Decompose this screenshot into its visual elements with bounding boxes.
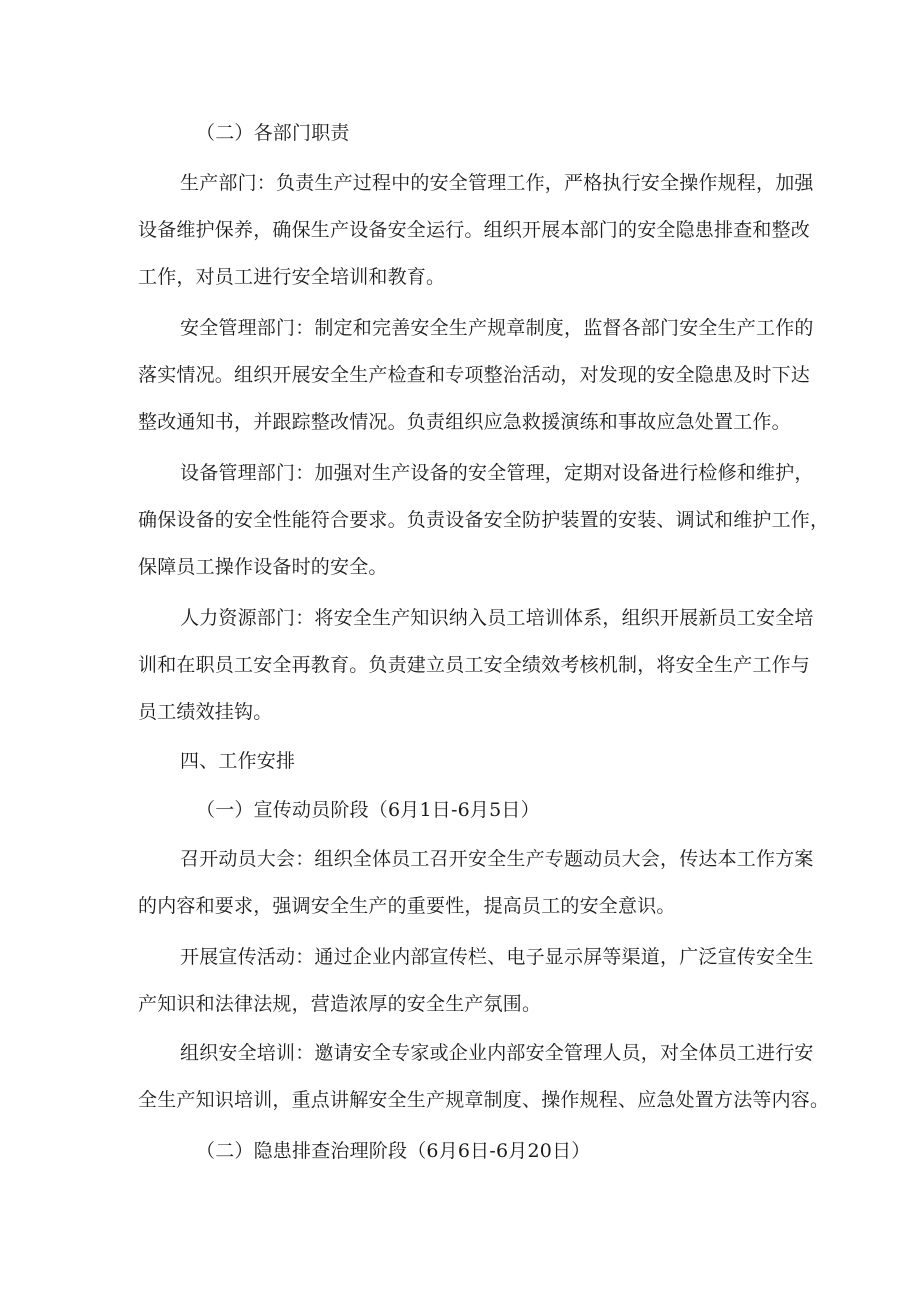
paragraph-line: 整改通知书，并跟踪整改情况。负责组织应急救援演练和事故应急处置工作。 (138, 411, 791, 433)
paragraph-line: 生产部门：负责生产过程中的安全管理工作，严格执行安全操作规程，加强 (180, 172, 814, 194)
section-heading-work-plan: 四、工作安排 (180, 750, 296, 772)
paragraph-line: 落实情况。组织开展安全生产检查和专项整治活动，对发现的安全隐患及时下达 (138, 364, 811, 386)
paragraph-line: 设备管理部门：加强对生产设备的安全管理，定期对设备进行检修和维护， (180, 462, 814, 484)
paragraph-line: 设备维护保养，确保生产设备安全运行。组织开展本部门的安全隐患排查和整改 (138, 219, 811, 241)
paragraph-line: 保障员工操作设备时的安全。 (138, 556, 388, 578)
paragraph-line: 开展宣传活动：通过企业内部宣传栏、电子显示屏等渠道，广泛宣传安全生 (180, 946, 814, 968)
paragraph-line: 的内容和要求，强调安全生产的重要性，提高员工的安全意识。 (138, 895, 676, 917)
section-heading-dept-duties: （二）各部门职责 (196, 122, 350, 144)
phase-heading-hazard-remediation: （二）隐患排查治理阶段（6月6日-6月20日） (196, 1140, 591, 1162)
phase-heading-mobilization: （一）宣传动员阶段（6月1日-6月5日） (196, 799, 540, 821)
paragraph-line: 组织安全培训：邀请安全专家或企业内部安全管理人员，对全体员工进行安 (180, 1042, 814, 1064)
paragraph-line: 产知识和法律法规，营造浓厚的安全生产氛围。 (138, 993, 542, 1015)
paragraph-line: 确保设备的安全性能符合要求。负责设备安全防护装置的安装、调试和维护工作， (138, 509, 830, 531)
paragraph-line: 召开动员大会：组织全体员工召开安全生产专题动员大会，传达本工作方案 (180, 848, 814, 870)
paragraph-line: 安全管理部门：制定和完善安全生产规章制度，监督各部门安全生产工作的 (180, 317, 814, 339)
paragraph-line: 工作，对员工进行安全培训和教育。 (138, 266, 446, 288)
paragraph-line: 全生产知识培训，重点讲解安全生产规章制度、操作规程、应急处置方法等内容。 (138, 1089, 830, 1111)
paragraph-line: 训和在职员工安全再教育。负责建立员工安全绩效考核机制，将安全生产工作与 (138, 654, 811, 676)
paragraph-line: 人力资源部门：将安全生产知识纳入员工培训体系，组织开展新员工安全培 (180, 607, 814, 629)
paragraph-line: 员工绩效挂钩。 (138, 701, 273, 723)
